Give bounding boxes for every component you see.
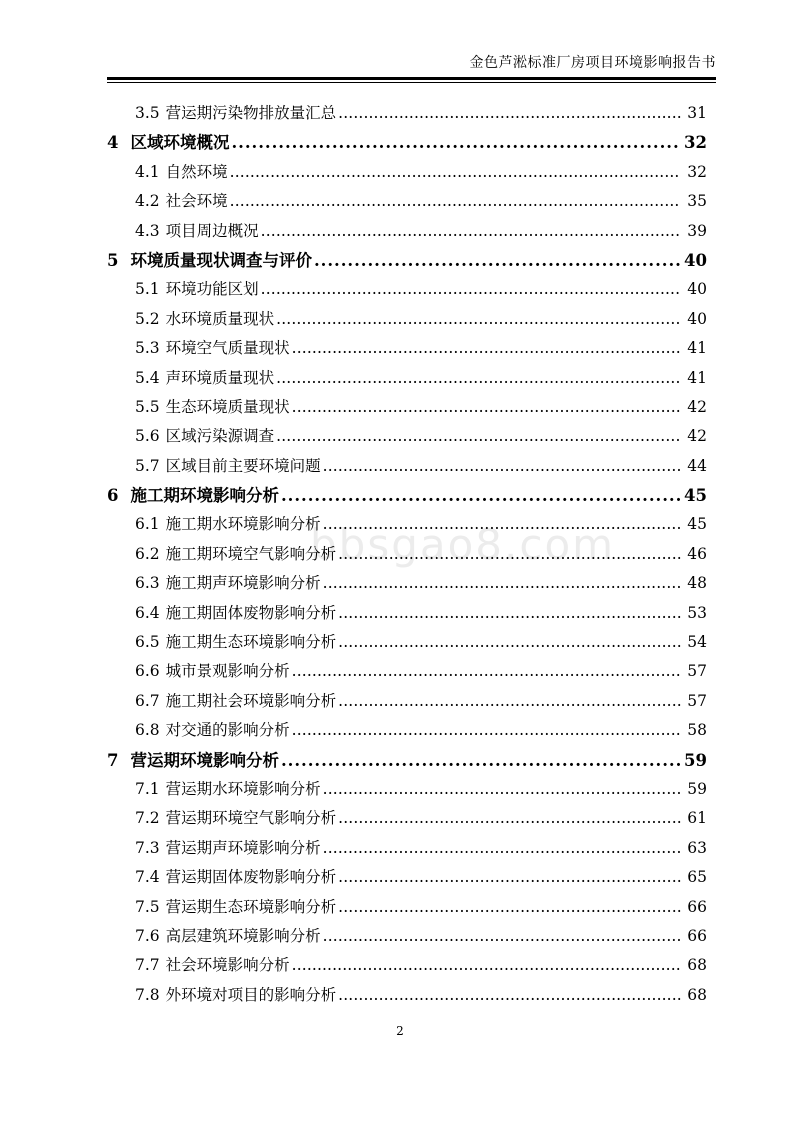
toc-dot-leader [323, 452, 681, 481]
toc-entry-title: 营运期水环境影响分析 [165, 779, 321, 798]
toc-entry-number: 7.7 [135, 956, 160, 975]
toc-entry-page: 57 [687, 691, 707, 710]
toc-entry-title: 施工期生态环境影响分析 [165, 633, 337, 652]
toc-entry-title: 社会环境 [165, 192, 228, 211]
toc-dot-leader [292, 334, 681, 363]
toc-entry-page: 48 [687, 574, 707, 593]
toc-entry[interactable] [107, 452, 707, 481]
toc-dot-leader [323, 569, 681, 598]
toc-entry-title: 营运期生态环境影响分析 [165, 897, 337, 916]
toc-dot-leader [292, 951, 681, 980]
header-rule-thick [107, 77, 716, 80]
toc-entry-page: 41 [687, 339, 707, 358]
toc-entry-page: 68 [687, 985, 707, 1004]
toc-entry-number: 5 [107, 250, 119, 270]
toc-entry-number: 6.6 [135, 662, 160, 681]
toc-entry-title: 区域污染源调查 [165, 427, 275, 446]
toc-entry[interactable] [107, 393, 707, 422]
toc-entry[interactable] [107, 187, 707, 216]
toc-entry-title: 营运期环境影响分析 [130, 750, 279, 770]
toc-entry-number: 5.6 [135, 427, 160, 446]
toc-entry-number: 7.6 [135, 926, 160, 945]
toc-entry-page: 54 [687, 633, 707, 652]
toc-entry[interactable] [107, 422, 707, 451]
toc-entry[interactable] [107, 746, 707, 775]
toc-entry[interactable] [107, 834, 707, 863]
toc-entry[interactable] [107, 775, 707, 804]
toc-dot-leader [338, 628, 681, 657]
toc-entry-title: 施工期声环境影响分析 [165, 574, 321, 593]
toc-entry-page: 35 [687, 192, 707, 211]
toc-entry-number: 6 [107, 486, 119, 506]
toc-entry-page: 66 [687, 926, 707, 945]
toc-entry-number: 5.7 [135, 456, 160, 475]
toc-dot-leader [281, 746, 680, 775]
toc-entry-page: 40 [687, 309, 707, 328]
toc-entry-page: 42 [687, 397, 707, 416]
toc-entry-page: 40 [687, 280, 707, 299]
toc-entry-title: 区域环境概况 [130, 133, 230, 153]
toc-entry-title: 自然环境 [165, 162, 228, 181]
toc-entry[interactable] [107, 569, 707, 598]
toc-entry-number: 7.2 [135, 809, 160, 828]
toc-dot-leader [276, 305, 681, 334]
toc-entry-title: 施工期环境空气影响分析 [165, 544, 337, 563]
toc-entry-title: 环境质量现状调查与评价 [130, 250, 312, 270]
toc-entry-number: 6.2 [135, 544, 160, 563]
document-header: 金色芦淞标准厂房项目环境影响报告书 [469, 55, 716, 71]
toc-entry-title: 城市景观影响分析 [165, 662, 290, 681]
toc-entry[interactable] [107, 364, 707, 393]
toc-entry-title: 项目周边概况 [165, 221, 259, 240]
toc-dot-leader [230, 158, 681, 187]
toc-dot-leader [231, 128, 680, 157]
toc-dot-leader [276, 422, 681, 451]
toc-entry-title: 区域目前主要环境问题 [165, 456, 321, 475]
toc-entry[interactable] [107, 99, 707, 128]
toc-entry-number: 6.8 [135, 721, 160, 740]
toc-entry-page: 68 [687, 956, 707, 975]
toc-entry[interactable] [107, 628, 707, 657]
toc-dot-leader [323, 510, 681, 539]
toc-entry-title: 声环境质量现状 [165, 368, 275, 387]
toc-dot-leader [261, 217, 681, 246]
toc-entry[interactable] [107, 687, 707, 716]
toc-entry-page: 58 [687, 721, 707, 740]
toc-entry-number: 7.5 [135, 897, 160, 916]
toc-entry-number: 4 [107, 133, 119, 153]
toc-entry-number: 4.1 [135, 162, 160, 181]
toc-entry-title: 生态环境质量现状 [165, 397, 290, 416]
toc-dot-leader [314, 246, 680, 275]
toc-entry[interactable] [107, 481, 707, 510]
watermark-text: bbsgao8.com [310, 520, 616, 569]
toc-entry-page: 53 [687, 603, 707, 622]
toc-entry-number: 5.5 [135, 397, 160, 416]
toc-entry-title: 环境空气质量现状 [165, 339, 290, 358]
toc-entry[interactable] [107, 540, 707, 569]
toc-entry-number: 4.2 [135, 192, 160, 211]
toc-entry-number: 6.4 [135, 603, 160, 622]
toc-entry-page: 32 [687, 162, 707, 181]
toc-dot-leader [230, 187, 681, 216]
toc-entry-number: 3.5 [135, 104, 160, 122]
toc-entry[interactable] [107, 510, 707, 539]
toc-dot-leader [338, 540, 681, 569]
toc-dot-leader [323, 775, 681, 804]
toc-entry-page: 45 [687, 515, 707, 534]
toc-entry-page: 41 [687, 368, 707, 387]
toc-entry-page: 31 [687, 104, 707, 122]
toc-entry[interactable] [107, 334, 707, 363]
toc-entry-page: 57 [687, 662, 707, 681]
toc-dot-leader [323, 922, 681, 951]
toc-entry-number: 7 [107, 750, 119, 770]
toc-entry-number: 6.1 [135, 515, 160, 534]
toc-entry-number: 5.1 [135, 280, 160, 299]
table-of-contents [107, 99, 707, 1010]
toc-entry-number: 6.5 [135, 633, 160, 652]
toc-entry[interactable] [107, 305, 707, 334]
toc-entry-title: 高层建筑环境影响分析 [165, 926, 321, 945]
toc-dot-leader [261, 275, 681, 304]
toc-entry-page: 61 [687, 809, 707, 828]
toc-entry-title: 社会环境影响分析 [165, 956, 290, 975]
toc-dot-leader [276, 364, 681, 393]
toc-entry-title: 对交通的影响分析 [165, 721, 290, 740]
toc-entry-title: 施工期环境影响分析 [130, 486, 279, 506]
toc-entry-number: 7.4 [135, 868, 160, 887]
toc-entry-page: 59 [684, 750, 707, 770]
toc-entry-number: 6.7 [135, 691, 160, 710]
toc-dot-leader [292, 393, 681, 422]
toc-entry-number: 7.3 [135, 838, 160, 857]
toc-entry[interactable] [107, 804, 707, 833]
toc-entry-page: 46 [687, 544, 707, 563]
toc-dot-leader [292, 657, 681, 686]
toc-entry-number: 5.2 [135, 309, 160, 328]
toc-entry-title: 外环境对项目的影响分析 [165, 985, 337, 1004]
toc-entry[interactable] [107, 217, 707, 246]
toc-entry[interactable] [107, 158, 707, 187]
toc-entry-title: 营运期声环境影响分析 [165, 838, 321, 857]
toc-entry[interactable] [107, 599, 707, 628]
toc-entry-page: 40 [684, 250, 707, 270]
toc-entry-title: 施工期水环境影响分析 [165, 515, 321, 534]
toc-entry[interactable] [107, 246, 707, 275]
toc-entry[interactable] [107, 893, 707, 922]
toc-dot-leader [338, 99, 681, 128]
toc-entry-title: 营运期固体废物影响分析 [165, 868, 337, 887]
toc-entry-number: 4.3 [135, 221, 160, 240]
toc-dot-leader [323, 834, 681, 863]
toc-entry[interactable] [107, 922, 707, 951]
toc-dot-leader [292, 716, 681, 745]
toc-entry[interactable] [107, 951, 707, 980]
toc-entry-title: 环境功能区划 [165, 280, 259, 299]
toc-entry-number: 7.1 [135, 779, 160, 798]
toc-entry-page: 42 [687, 427, 707, 446]
toc-entry[interactable] [107, 716, 707, 745]
toc-entry[interactable] [107, 863, 707, 892]
toc-entry-title: 水环境质量现状 [165, 309, 275, 328]
toc-entry-number: 5.4 [135, 368, 160, 387]
toc-entry-number: 6.3 [135, 574, 160, 593]
toc-dot-leader [338, 804, 681, 833]
toc-entry-title: 营运期污染物排放量汇总 [165, 104, 337, 122]
toc-dot-leader [338, 893, 681, 922]
toc-entry-page: 44 [687, 456, 707, 475]
header-rule-thin [107, 82, 716, 83]
toc-dot-leader [281, 481, 680, 510]
toc-entry-page: 45 [684, 486, 707, 506]
toc-dot-leader [338, 981, 681, 1010]
toc-entry-page: 63 [687, 838, 707, 857]
toc-entry[interactable] [107, 128, 707, 157]
toc-entry-page: 39 [687, 221, 707, 240]
toc-entry[interactable] [107, 275, 707, 304]
toc-entry-page: 59 [687, 779, 707, 798]
toc-entry-title: 施工期固体废物影响分析 [165, 603, 337, 622]
toc-entry[interactable] [107, 657, 707, 686]
toc-dot-leader [338, 599, 681, 628]
toc-entry-title: 施工期社会环境影响分析 [165, 691, 337, 710]
toc-entry[interactable] [107, 981, 707, 1010]
toc-dot-leader [338, 863, 681, 892]
toc-entry-number: 7.8 [135, 985, 160, 1004]
toc-entry-page: 32 [684, 133, 707, 153]
toc-entry-number: 5.3 [135, 339, 160, 358]
toc-entry-title: 营运期环境空气影响分析 [165, 809, 337, 828]
toc-dot-leader [338, 687, 681, 716]
toc-entry-page: 66 [687, 897, 707, 916]
toc-entry-page: 65 [687, 868, 707, 887]
page-number: 2 [396, 1024, 404, 1038]
